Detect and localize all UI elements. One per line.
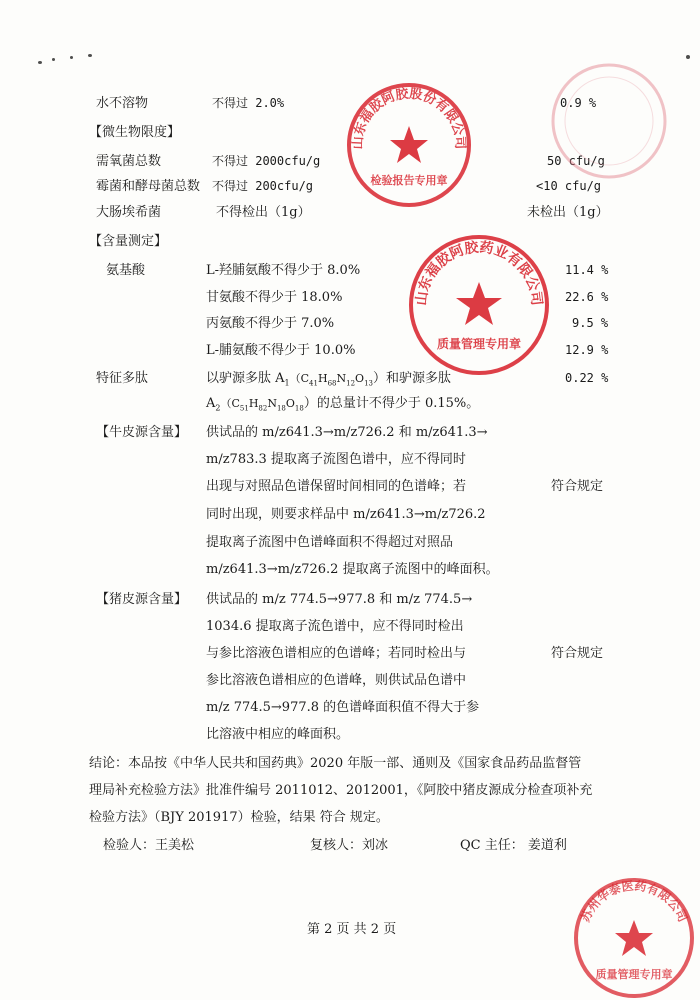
- bovine-line: m/z641.3→m/z726.2 提取离子流图中的峰面积。: [206, 562, 499, 577]
- assay-heading: 【含量测定】: [89, 234, 168, 249]
- porcine-line: 1034.6 提取离子流色谱中，应不得同时检出: [206, 619, 464, 634]
- formula-text: N: [336, 372, 347, 385]
- formula-text: H: [248, 397, 259, 410]
- page-number: 第 2 页 共 2 页: [307, 922, 397, 937]
- amino-acid-label: 氨基酸: [106, 263, 146, 278]
- amino-row-spec: L-羟脯氨酸不得少于 8.0%: [206, 263, 361, 278]
- faint-seal: [548, 60, 670, 182]
- microbial-row-name: 需氧菌总数: [96, 154, 162, 169]
- reviewer-signature: 复核人：刘冰: [310, 838, 389, 853]
- microbial-row-name: 大肠埃希菌: [96, 205, 162, 220]
- peptide-text: ）和驴源多肽: [372, 371, 451, 386]
- scan-speck: [88, 54, 92, 57]
- scan-speck: [52, 58, 55, 61]
- amino-row-result: 9.5 %: [572, 316, 609, 330]
- water-insoluble-spec: 不得过 2.0%: [212, 96, 285, 110]
- formula-text: N: [267, 397, 277, 410]
- water-insoluble-result: 0.9 %: [560, 96, 597, 110]
- bovine-label: 【牛皮源含量】: [96, 425, 188, 440]
- quality-management-seal: [404, 230, 554, 380]
- amino-row-result: 12.9 %: [565, 343, 609, 357]
- scan-speck: [70, 56, 73, 59]
- formula-text: （C: [289, 372, 310, 385]
- microbial-row-spec: 不得过 200cfu/g: [212, 179, 314, 193]
- amino-row-result: 11.4 %: [565, 263, 609, 277]
- porcine-line: 供试品的 m/z 774.5→977.8 和 m/z 774.5→: [206, 592, 473, 607]
- bovine-line: m/z783.3 提取离子流图色谱中，应不得同时: [206, 452, 466, 467]
- formula-sub: 68: [327, 379, 337, 388]
- svg-text:质量管理专用章: 质量管理专用章: [436, 337, 522, 351]
- formula-text: （C: [220, 397, 240, 410]
- formula-sub: 18: [276, 404, 286, 413]
- formula-text: O: [355, 372, 365, 385]
- conclusion-line: 结论：本品按《中华人民共和国药典》2020 年版一部、通则及《国家食品药品监督管: [89, 756, 582, 771]
- porcine-line: 参比溶液色谱相应的色谱峰，则供试品色谱中: [206, 673, 467, 688]
- svg-text:质量管理专用章: 质量管理专用章: [595, 968, 673, 981]
- scan-speck: [686, 55, 690, 59]
- bovine-line: 出现与对照品色谱保留时间相同的色谱峰；若: [206, 479, 467, 494]
- microbial-row-name: 霉菌和酵母菌总数: [96, 179, 201, 194]
- qa-seal-bottom: [566, 868, 700, 1000]
- amino-row-spec: 丙氨酸不得少于 7.0%: [206, 316, 335, 331]
- formula-text: O: [285, 397, 295, 410]
- formula-sub: 41: [309, 379, 318, 388]
- peptide-text: 以驴源多肽 A: [206, 371, 285, 386]
- amino-row-result: 22.6 %: [565, 290, 609, 304]
- formula-sub: 82: [258, 404, 268, 413]
- bovine-line: 供试品的 m/z641.3→m/z726.2 和 m/z641.3→: [206, 425, 488, 440]
- peptide-text: ）的总量计不得少于 0.15%。: [303, 396, 480, 411]
- microbial-heading: 【微生物限度】: [89, 125, 181, 140]
- peptide-sub: 2: [215, 403, 221, 413]
- conclusion-line: 检验方法》（BJY 201917）检验，结果 符合 规定。: [89, 810, 389, 825]
- porcine-label: 【猪皮源含量】: [96, 592, 188, 607]
- peptide-label: 特征多肽: [96, 371, 149, 386]
- qc-signature: QC 主任： 姜道利: [460, 838, 567, 853]
- svg-text:山东福胶阿胶药业有限公司: 山东福胶阿胶药业有限公司: [413, 239, 545, 307]
- peptide-result: 0.22 %: [565, 371, 609, 385]
- microbial-row-spec: 不得过 2000cfu/g: [212, 154, 321, 168]
- bovine-line: 提取离子流图中色谱峰面积不得超过对照品: [206, 535, 454, 550]
- microbial-row-spec: 不得检出（1g）: [216, 205, 311, 220]
- peptide-text: A: [206, 396, 216, 411]
- svg-text:苏州华泰医药有限公司: 苏州华泰医药有限公司: [578, 878, 690, 925]
- peptide-sub: 1: [284, 378, 290, 388]
- svg-text:检验报告专用章: 检验报告专用章: [370, 174, 448, 187]
- peptide-line-2: [206, 397, 479, 413]
- formula-sub: 13: [364, 379, 373, 388]
- microbial-row-result: <10 cfu/g: [536, 179, 602, 193]
- porcine-line: m/z 774.5→977.8 的色谱峰面积值不得大于参: [206, 700, 480, 715]
- porcine-result: 符合规定: [551, 646, 604, 661]
- amino-row-spec: 甘氨酸不得少于 18.0%: [206, 290, 343, 305]
- bovine-line: 同时出现，则要求样品中 m/z641.3→m/z726.2: [206, 507, 486, 522]
- conclusion-line: 理局补充检验方法》批准件编号 2011012、2012001，《阿胶中猪皮源成分检查项补充: [89, 783, 593, 798]
- formula-sub: 51: [239, 404, 249, 413]
- porcine-line: 比溶液中相应的峰面积。: [206, 727, 350, 742]
- microbial-row-result: 未检出（1g）: [527, 205, 609, 220]
- inspection-report-seal: [344, 80, 474, 210]
- scan-speck: [38, 61, 42, 64]
- svg-text:山东福胶阿胶股份有限公司: 山东福胶阿胶股份有限公司: [350, 86, 468, 150]
- inspector-signature: 检验人：王美松: [103, 838, 195, 853]
- bovine-result: 符合规定: [551, 479, 604, 494]
- porcine-line: 与参比溶液色谱相应的色谱峰；若同时检出与: [206, 646, 467, 661]
- formula-sub: 18: [294, 404, 304, 413]
- microbial-row-result: 50 cfu/g: [547, 154, 605, 168]
- formula-sub: 12: [346, 379, 356, 388]
- amino-row-spec: L-脯氨酸不得少于 10.0%: [206, 343, 356, 358]
- water-insoluble-name: 水不溶物: [96, 96, 149, 111]
- formula-text: H: [317, 372, 328, 385]
